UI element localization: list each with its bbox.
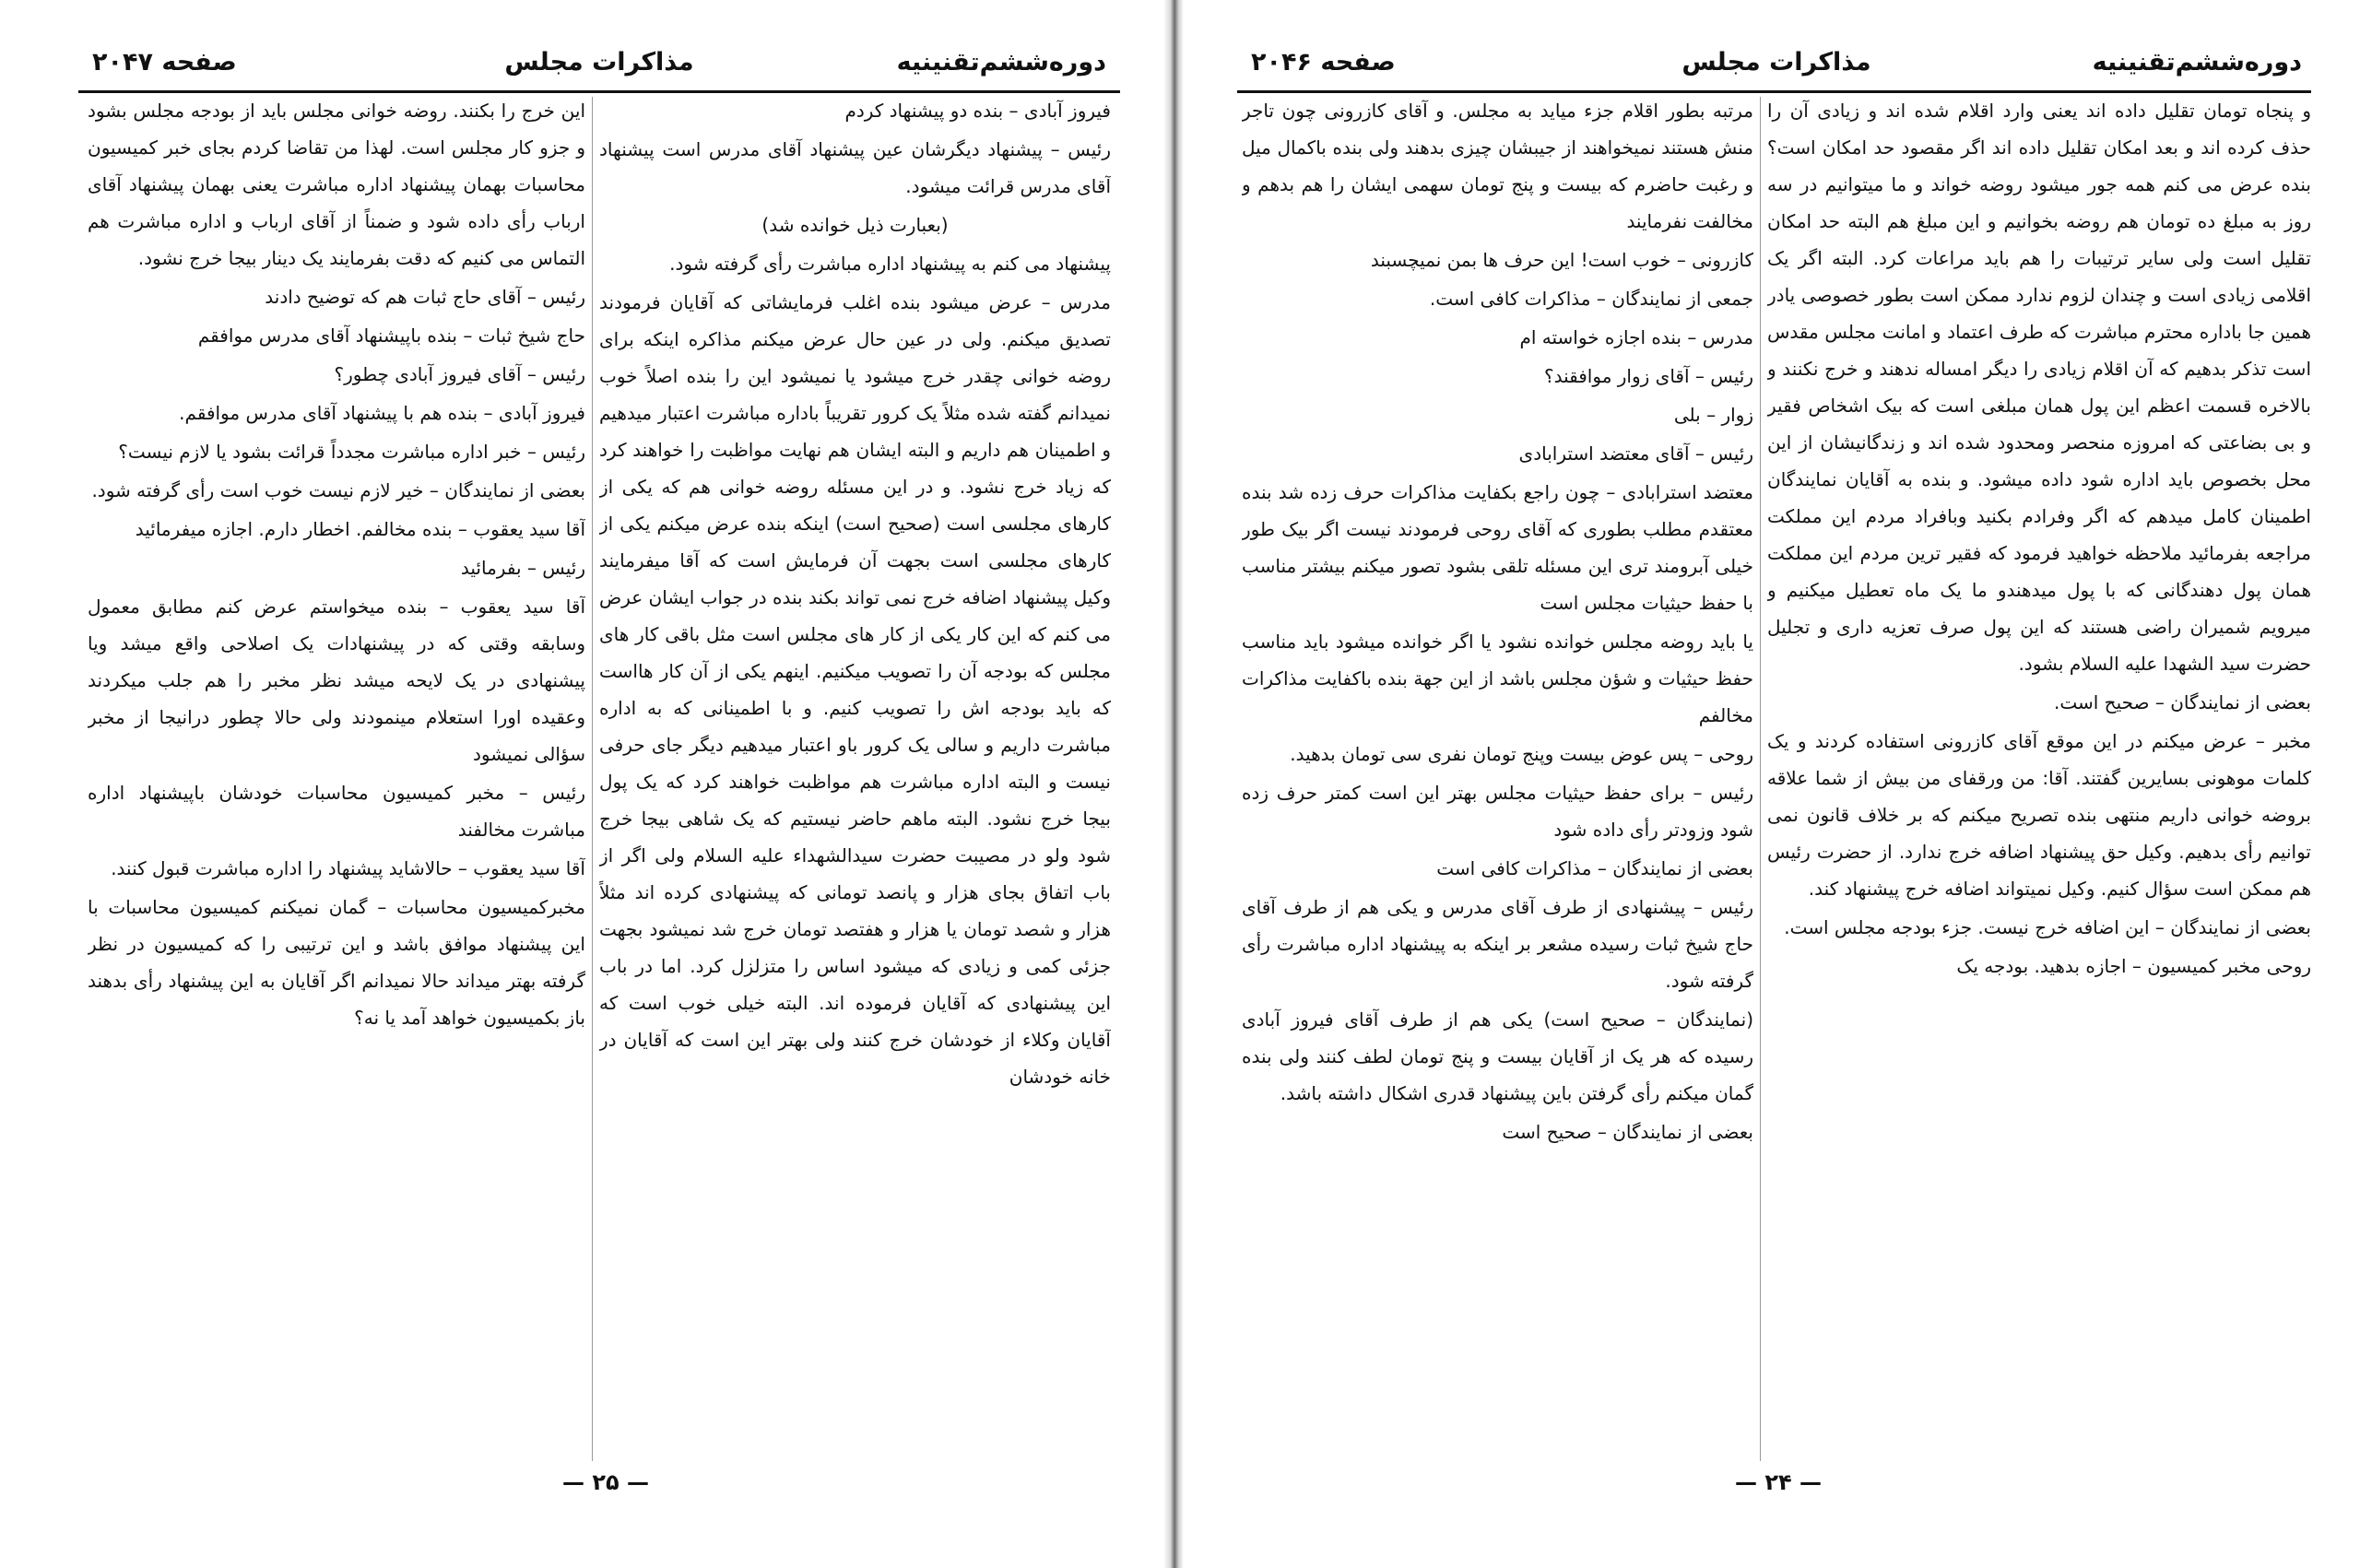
text-column-right — [599, 92, 1111, 1461]
paragraph: بعضی از نمایندگان – این اضافه خرج نیست. جزء بودجه مجلس است. — [1784, 916, 2311, 938]
paragraph: رئیس – آقای زوار موافقند؟ — [1543, 365, 1753, 387]
paragraph: آقا سید یعقوب – بنده مخالفم. اخطار دارم. اجازه میفرمائید — [135, 518, 585, 540]
page-title: مذاکرات مجلس — [1682, 48, 1871, 77]
paragraph: رئیس – بفرمائید — [460, 557, 585, 579]
page-header — [92, 48, 1106, 92]
paragraph: بعضی از نمایندگان – صحیح است — [1502, 1121, 1753, 1143]
paragraph: فیروز آبادی – بنده دو پیشنهاد کردم — [844, 100, 1111, 122]
period-label: دوره‌ششم‌تقنینیه — [2092, 48, 2302, 77]
paragraph: روحی – پس عوض بیست وپنج تومان نفری سی تومان بدهید. — [1290, 743, 1753, 765]
page-footer: — ۲۵ — — [562, 1469, 650, 1495]
paragraph: رئیس – پیشنهادی از طرف آقای مدرس و یکی هم از طرف آقای حاج شیخ ثبات رسیده مشعر بر اینکه به پیشنهاد اداره مباشرت رأی گرفته شود. — [1242, 896, 1753, 992]
period-label: دوره‌ششم‌تقنینیه — [896, 48, 1106, 77]
text-column-left — [88, 92, 585, 1461]
paragraph: معتضد استرابادی – چون راجع بکفایت مذاکرات حرف زده شد بنده معتقدم مطلب بطوری که آقای روحی فرمودند نیست اگر بیک طور خیلی آبرومند تری این مسئله تلقی بشود تصور میکنم بیشتر مناسب با حفظ حیثیات مجلس است — [1242, 481, 1753, 614]
paragraph: جمعی از نمایندگان – مذاکرات کافی است. — [1429, 288, 1753, 310]
paragraph: و پنجاه تومان تقلیل داده اند یعنی وارد اقلام شده اند و زیادی آن را حذف کرده اند و بعد امکان تقلیل داده اند اگر مقصود حد امکان است؟ بنده عرض می کنم همه جور میشود روضه خواند و ما میتوانیم در سه روز به مبلغ ده تومان هم روضه بخوانیم و این مبلغ هم البته حد امکان تقلیل است ولی سایر ترتیبات را هم باید مراعات کرد. البته اگر یک اقلامی زیادی است و چندان لزوم ندارد ممکن است بطور خصوصی یادر همین جا باداره محترم مباشرت که طرف اعتماد و امانت مجلس مقدس است تذکر بدهیم که آن اقلام زیادی را دیگر امساله ندهند و خرج نکنند و بالاخره قسمت اعظم این پول همان مبلغی است که بیک اشخاص فقیر و بی بضاعتی که امروزه منحصر ومحدود شده اند و زندگانیشان از این محل بخصوص باید اداره شود داده میشود. و بنده به آقایان نمایندگان اطمینان کامل میدهم که اگر وفرادم بکنید وبافراد مردم این مملکت مراجعه بفرمائید ملاحظه خواهید فرمود که فقیر ترین مردم این مملکت همان پول دهندگانی که با پول میدهندو ما یک ماه تعطیل میکنیم و میرویم شمیران راضی هستند که این پول صرف تعزیه داری و تجلیل حضرت سید الشهدا علیه السلام بشود. — [1767, 100, 2311, 675]
column-divider — [592, 97, 593, 1461]
paragraph: فیروز آبادی – بنده هم با پیشنهاد آقای مدرس موافقم. — [179, 402, 585, 424]
paragraph: مخبر – عرض میکنم در این موقع آقای کازرونی استفاده کردند و یک کلمات موهونی بسایرین گفتند. آقا: من ورقفای من بیش از شما علاقه بروضه خوانی داریم منتهی بنده تصریح میکنم که بر خلاف قانون نمی توانیم رأی بدهیم. وکیل حق پیشنهاد اضافه خرج ندارد. از حضرت رئیس هم ممکن است سؤال کنیم. وکیل نمیتواند اضافه خرج پیشنهاد کند. — [1767, 730, 2311, 900]
paragraph: مدرس – عرض میشود بنده اغلب فرمایشاتی که آقایان فرمودند تصدیق میکنم. ولی در عین حال عرض میکنم مذاکره اینکه برای روضه خوانی چقدر خرج میشود یا نمیشود این را بنده اصلاً خوب نمیدانم گفته شده مثلاً یک کرور تقریباً باداره مباشرت اعتبار میدهیم و اطمینان هم داریم و البته ایشان هم نهایت مواظبت را خواهند کرد که زیاد خرج نشود. و در این مسئله روضه خوانی هم که یکی از کارهای مجلسی است (صحیح است) اینکه بنده عرض میکنم یکی از کارهای مجلسی است بجهت آن فرمایش است که آقا میفرمایند وکیل پیشنهاد اضافه خرج نمی تواند بکند بنده در جواب ایشان عرض می کنم که این کار یکی از کار های مجلس است مثل باقی کار های مجلس که بودجه آن را تصویب میکنیم. اینهم یکی از آن کار هااست که باید بودجه اش را تصویب کنیم. و با اطمینانی که به اداره مباشرت داریم و سالی یک کرور باو اعتبار میدهیم دیگر جای حرفی نیست و البته اداره مباشرت هم مواظبت خواهند کرد که یک پول بیجا خرج نشود. البته ماهم حاضر نیستیم که یک شاهی بیجا خرج شود ولو در مصیبت حضرت سیدالشهداء علیه السلام ولی اگر از باب اتفاق بجای هزار و پانصد تومانی که پیشنهادی کرده اند مثلاً هزار و شصد تومان یا هزار و هفتصد تومان خرج شد نمیشود بجهت جزئی کمی و زیادی که میشود اساس را متزلزل کرد. اما در باب این پیشنهادی که آقایان فرموده اند. البته خیلی خوب است که آقایان وکلاء از خودشان خرج کنند ولی بهتر این است که آقایان در خانه خودشان — [599, 291, 1111, 1088]
paragraph: بعضی از نمایندگان – مذاکرات کافی است — [1436, 857, 1753, 879]
paragraph: زوار – بلی — [1673, 404, 1753, 426]
book-gutter — [1163, 0, 1184, 1568]
paragraph: رئیس – آقای معتضد استرابادی — [1518, 442, 1753, 465]
right-page — [1182, 0, 2360, 1568]
text-column-left — [1242, 92, 1753, 1461]
paragraph: رئیس – آقای فیروز آبادی چطور؟ — [334, 363, 585, 385]
text-column-right — [1767, 92, 2311, 1461]
left-page — [0, 0, 1169, 1568]
page-number: صفحه ۲۰۴۷ — [92, 48, 237, 77]
paragraph: رئیس – برای حفظ حیثیات مجلس بهتر این است کمتر حرف زده شود وزودتر رأی داده شود — [1242, 782, 1753, 841]
paragraph: یا باید روضه مجلس خوانده نشود یا اگر خوانده میشود باید مناسب حفظ حیثیات و شؤن مجلس باشد از این جهة بنده باکفایت مذاکرات مخالفم — [1242, 631, 1753, 726]
paragraph: آقا سید یعقوب – حالاشاید پیشنهاد را اداره مباشرت قبول کنند. — [111, 857, 585, 879]
paragraph: رئیس – آقای حاج ثبات هم که توضیح دادند — [265, 286, 585, 308]
paragraph: مخبرکمیسیون محاسبات – گمان نمیکنم کمیسیون محاسبات با این پیشنهاد موافق باشد و این ترتیبی را که کمیسیون در نظر گرفته بهتر میداند حالا نمیدانم اگر آقایان به این پیشنهاد رأی بدهند باز بکمیسیون خواهد آمد یا نه؟ — [88, 896, 585, 1029]
paragraph: (بعبارت ذیل خوانده شد) — [761, 214, 949, 236]
paragraph: (نمایندگان – صحیح است) یکی هم از طرف آقای فیروز آبادی رسیده که هر یک از آقایان بیست و پنج تومان لطف کنند ولی بنده گمان میکنم رأی گرفتن باین پیشنهاد قدری اشکال داشته باشد. — [1242, 1008, 1753, 1104]
paragraph: کازرونی – خوب است! این حرف ها بمن نمیچسبند — [1370, 249, 1753, 271]
paragraph: آقا سید یعقوب – بنده میخواستم عرض کنم مطابق معمول وسابقه وقتی که در پیشنهادات یک اصلاحی واقع میشد ویا پیشنهادی در یک لایحه میشد نظر مخبر را هم جلب میکردند وعقیده اورا استعلام مینمودند ولی حالا چطور درانیجا از مخبر سؤالی نمیشود — [88, 595, 585, 765]
paragraph: روحی مخبر کمیسیون – اجازه بدهید. بودجه یک — [1956, 955, 2311, 977]
paragraph: رئیس – خبر اداره مباشرت مجدداً قرائت بشود یا لازم نیست؟ — [118, 441, 585, 463]
column-divider — [1760, 97, 1761, 1461]
paragraph: پیشنهاد می کنم به پیشنهاد اداره مباشرت رأی گرفته شود. — [669, 253, 1111, 275]
page-number: صفحه ۲۰۴۶ — [1251, 48, 1396, 77]
page-title: مذاکرات مجلس — [504, 48, 694, 77]
paragraph: مدرس – بنده اجازه خواسته ام — [1519, 326, 1753, 348]
paragraph: این خرج را بکنند. روضه خوانی مجلس باید از بودجه مجلس بشود و جزو کار مجلس است. لهذا من تقاضا کردم بجای خبر کمیسیون محاسبات بهمان پیشنهاد اداره مباشرت یعنی بهمان پیشنهاد آقای ارباب رأی داده شود و ضمناً از آقای ارباب و اداره مباشرت هم التماس می کنیم که دقت بفرمایند یک دینار بیجا خرج نشود. — [88, 100, 585, 269]
paragraph: بعضی از نمایندگان – خیر لازم نیست خوب است رأی گرفته شود. — [91, 479, 585, 501]
page-footer: — ۲۴ — — [1735, 1469, 1823, 1495]
page-header — [1251, 48, 2302, 92]
paragraph: حاج شیخ ثبات – بنده باپیشنهاد آقای مدرس موافقم — [197, 324, 585, 347]
paragraph: بعضی از نمایندگان – صحیح است. — [2053, 691, 2311, 713]
paragraph: رئیس – مخبر کمیسیون محاسبات خودشان باپیشنهاد اداره مباشرت مخالفند — [88, 782, 585, 841]
paragraph: مرتبه بطور اقلام جزء میاید به مجلس. و آقای کازرونی چون تاجر منش هستند نمیخواهند از جیبشان چیزی بدهند ولی بنده باکمال میل و رغبت حاضرم که بیست و پنج تومان سهمی ایشان را هم بدهم و مخالفت نفرمایند — [1242, 100, 1753, 232]
paragraph: رئیس – پیشنهاد دیگرشان عین پیشنهاد آقای مدرس است پیشنهاد آقای مدرس قرائت میشود. — [599, 138, 1111, 197]
